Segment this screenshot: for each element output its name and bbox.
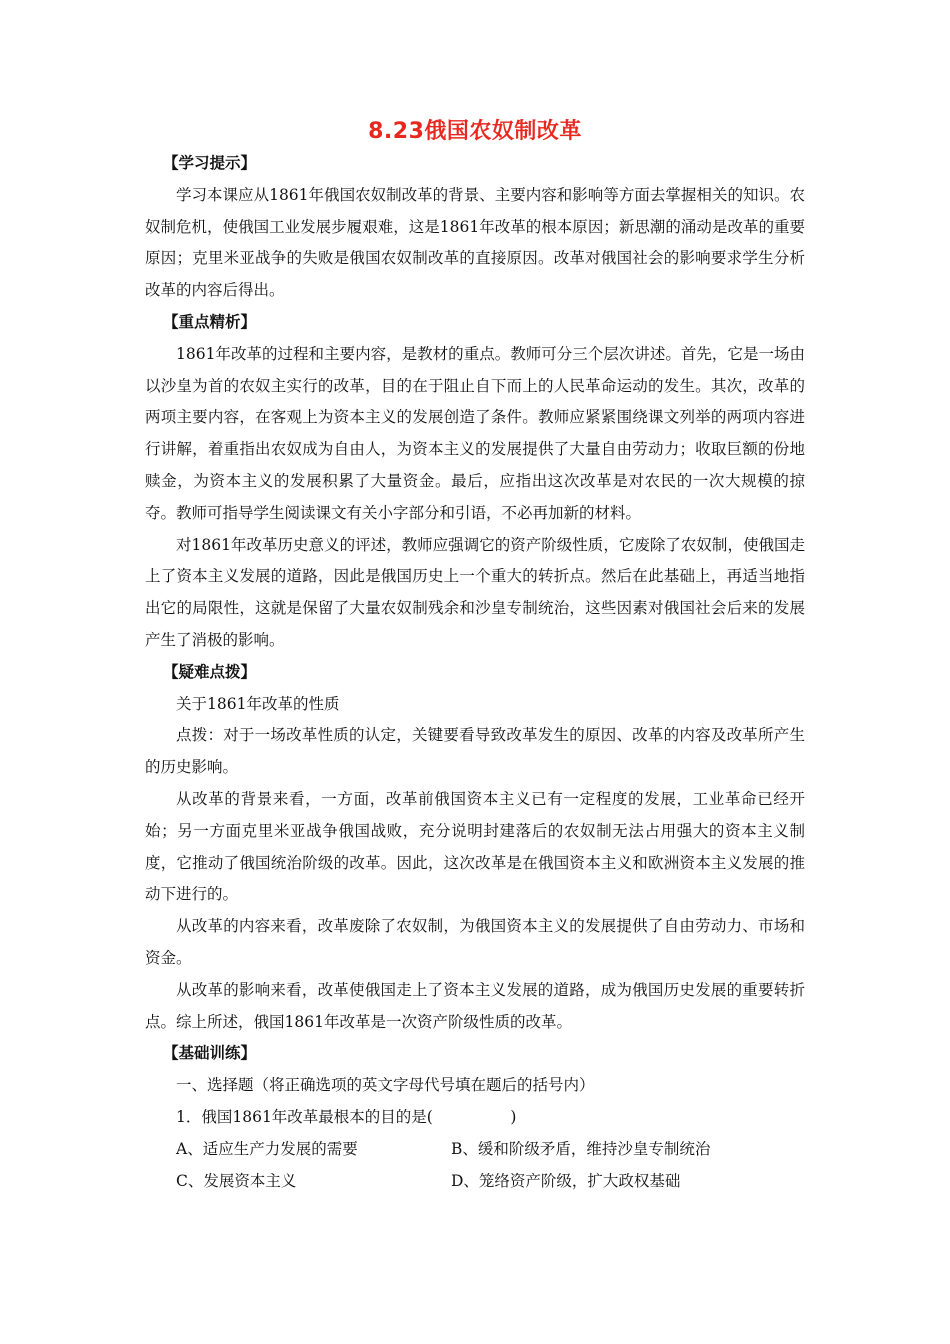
paragraph: 关于1861年改革的性质	[176, 694, 340, 713]
option-b: B、缓和阶级矛盾，维持沙皇专制统治	[451, 1139, 711, 1158]
section-heading-key: 【重点精析】	[163, 312, 257, 331]
section-heading-training: 【基础训练】	[163, 1044, 257, 1063]
document-body	[145, 148, 805, 1197]
options-row	[145, 1166, 805, 1198]
paragraph: 1861年改革的过程和主要内容，是教材的重点。教师可分三个层次讲述。首先，它是一场由以沙皇为首的农奴主实行的改革，目的在于阻止自下而上的人民革命运动的发生。其次，改革的两项主要内容，在客观上为资本主义的发展创造了条件。教师应紧紧围绕课文列举的两项内容进行讲解，着重指出农奴成为自由人，为资本主义的发展提供了大量自由劳动力；收取巨额的份地赎金，为资本主义的发展积累了大量资金。最后，应指出这次改革是对农民的一次大规模的掠夺。教师可指导学生阅读课文有关小字部分和引语，不必再加新的材料。	[145, 344, 805, 522]
options-row	[145, 1134, 805, 1166]
option-d: D、笼络资产阶级，扩大政权基础	[451, 1171, 681, 1190]
question: 1．俄国1861年改革最根本的目的是( )	[176, 1107, 517, 1126]
paragraph: 一、选择题（将正确选项的英文字母代号填在题后的括号内）	[176, 1076, 595, 1095]
section-heading-tips: 【学习提示】	[163, 154, 257, 172]
option-c: C、发展资本主义	[176, 1171, 297, 1190]
paragraph: 学习本课应从1861年俄国农奴制改革的背景、主要内容和影响等方面去掌握相关的知识。农奴制危机，使俄国工业发展步履艰难，这是1861年改革的根本原因；新思潮的涌动是改革的重要原因；克里米亚战争的失败是俄国农奴制改革的直接原因。改革对俄国社会的影响要求学生分析改革的内容后得出。	[145, 185, 805, 300]
option-a: A、适应生产力发展的需要	[176, 1139, 358, 1158]
section-heading-difficulty: 【疑难点拨】	[163, 662, 257, 681]
document-title: 8.23俄国农奴制改革	[368, 119, 582, 144]
paragraph: 点拨：对于一场改革性质的认定，关键要看导致改革发生的原因、改革的内容及改革所产生的历史影响。	[145, 726, 805, 777]
paragraph: 从改革的影响来看，改革使俄国走上了资本主义发展的道路，成为俄国历史发展的重要转折点。综上所述，俄国1861年改革是一次资产阶级性质的改革。	[145, 980, 805, 1031]
paragraph: 从改革的背景来看，一方面，改革前俄国资本主义已有一定程度的发展，工业革命已经开始；另一方面克里米亚战争俄国战败，充分说明封建落后的农奴制无法占用强大的资本主义制度，它推动了俄国统治阶级的改革。因此，这次改革是在俄国资本主义和欧洲资本主义发展的推动下进行的。	[145, 789, 805, 904]
paragraph: 从改革的内容来看，改革废除了农奴制，为俄国资本主义的发展提供了自由劳动力、市场和资金。	[145, 917, 805, 967]
paragraph: 对1861年改革历史意义的评述，教师应强调它的资产阶级性质，它废除了农奴制，使俄国走上了资本主义发展的道路，因此是俄国历史上一个重大的转折点。然后在此基础上，再适当地指出它的局限性，这就是保留了大量农奴制残余和沙皇专制统治，这些因素对俄国社会后来的发展产生了消极的影响。	[145, 535, 805, 649]
